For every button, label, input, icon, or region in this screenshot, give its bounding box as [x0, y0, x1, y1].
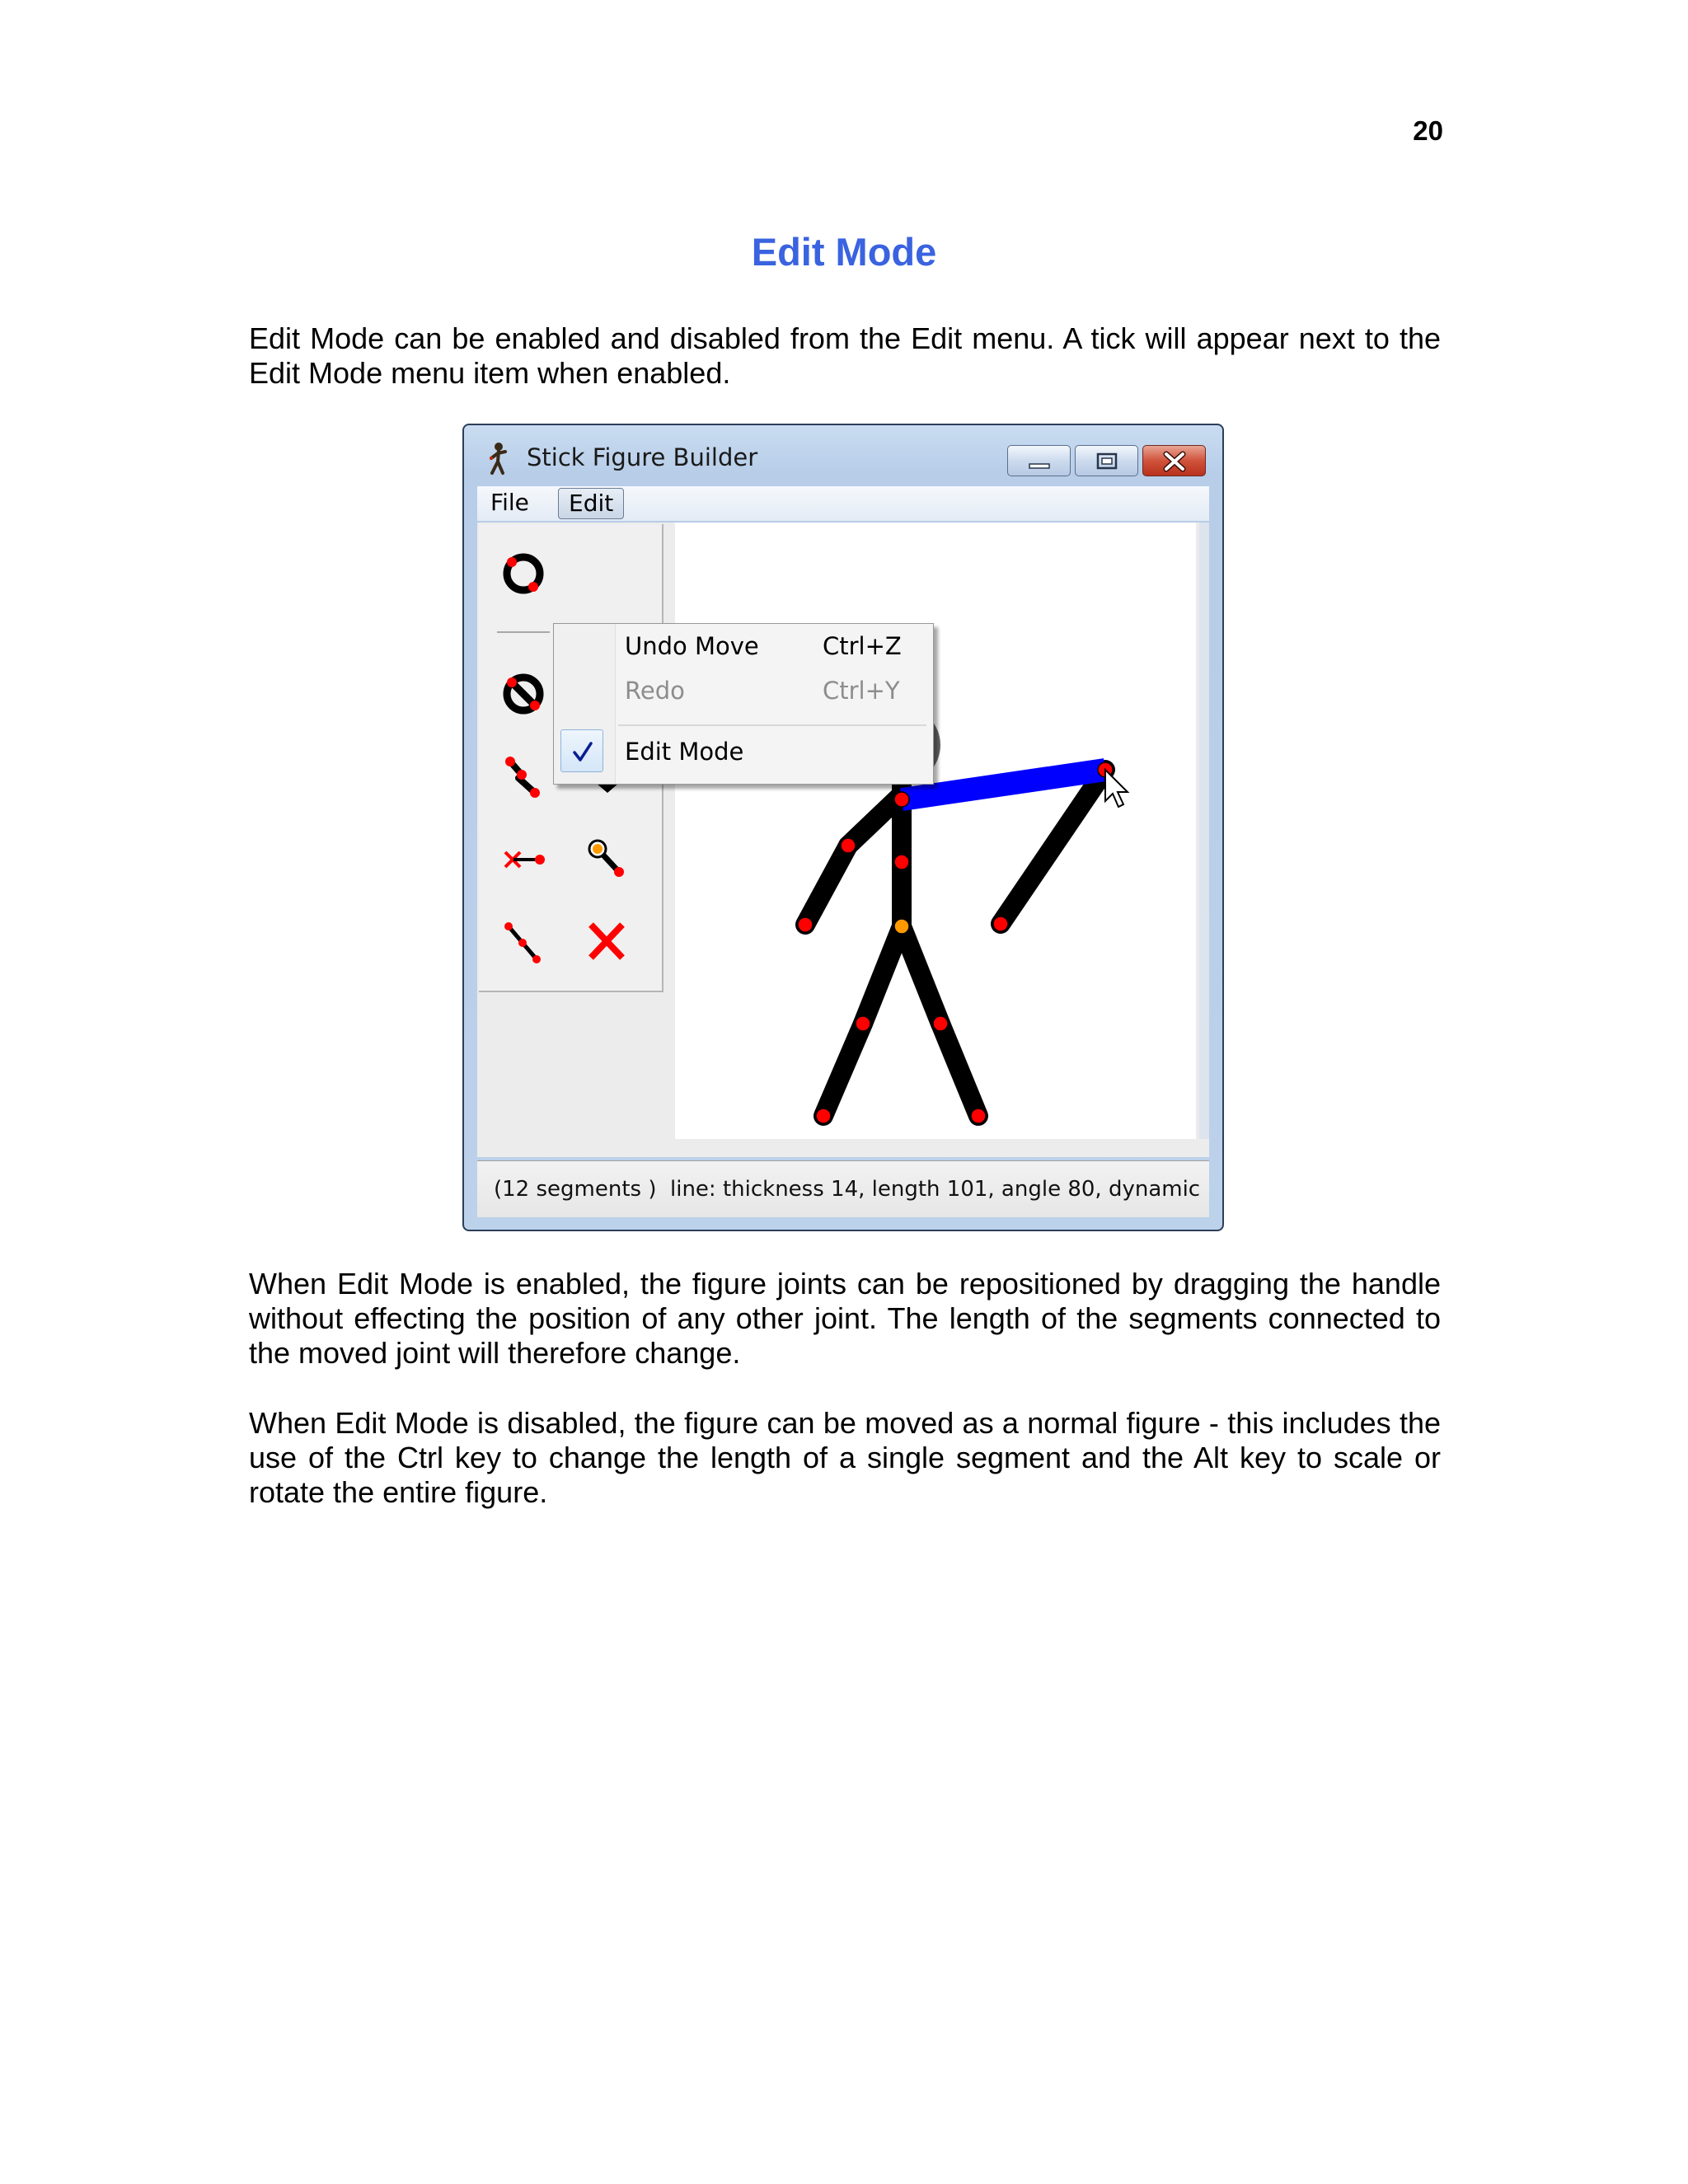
window-title: Stick Figure Builder: [527, 443, 758, 471]
right-shin[interactable]: [940, 1024, 978, 1116]
menu-item-undo-move[interactable]: Undo Move: [625, 632, 759, 660]
edit-mode-check-box: [560, 729, 603, 772]
menu-item-redo[interactable]: Redo: [625, 677, 685, 705]
right-thigh[interactable]: [902, 926, 940, 1024]
client-area: [477, 523, 1209, 1157]
status-line-info: line: thickness 14, length 101, angle 80, dynamic: [670, 1177, 1201, 1202]
edit-mode-enabled-paragraph: When Edit Mode is enabled, the figure joints can be repositioned by dragging the handle without effecting the position of any other joint. The length of the segments connected to the moved joint will therefore change.: [249, 1267, 1441, 1370]
joint[interactable]: [798, 917, 813, 932]
menu-item-edit-mode[interactable]: Edit Mode: [625, 738, 744, 766]
joint[interactable]: [841, 838, 856, 853]
mouse-cursor-icon: [1105, 770, 1128, 807]
delete-joint-icon[interactable]: [494, 831, 551, 888]
page-number: 20: [1413, 115, 1443, 146]
undo-shortcut: Ctrl+Z: [823, 632, 902, 660]
status-bar: [477, 1160, 1209, 1217]
edit-menu-dropdown: [553, 623, 934, 785]
menu-separator: [618, 724, 926, 726]
joint[interactable]: [933, 1016, 948, 1031]
checkmark-icon: [561, 730, 604, 773]
scrollbar-edge[interactable]: [1199, 523, 1209, 1139]
status-segment-count: (12 segments ): [494, 1177, 657, 1202]
add-line-icon[interactable]: [494, 747, 551, 804]
delete-icon[interactable]: [578, 913, 635, 971]
joint[interactable]: [816, 1108, 831, 1123]
menu-bar: [477, 486, 1209, 521]
maximize-button[interactable]: [1075, 445, 1138, 476]
set-origin-icon[interactable]: [578, 831, 635, 888]
joint[interactable]: [894, 855, 909, 869]
stick-figure-icon: [487, 442, 509, 475]
left-shin[interactable]: [823, 1024, 863, 1116]
split-line-icon[interactable]: [494, 913, 551, 971]
menu-edit[interactable]: Edit: [558, 488, 624, 519]
app-window: [462, 424, 1224, 1231]
left-thigh[interactable]: [863, 926, 902, 1024]
close-button[interactable]: [1142, 445, 1206, 476]
add-filled-circle-icon[interactable]: [494, 664, 551, 722]
drawing-canvas[interactable]: [675, 523, 1196, 1139]
joint[interactable]: [971, 1108, 986, 1123]
restore-icon: [1076, 446, 1139, 477]
title-bar[interactable]: [464, 425, 1222, 485]
minimize-icon: [1008, 446, 1071, 477]
toolbar-separator: [497, 631, 550, 633]
joint[interactable]: [856, 1016, 870, 1031]
edit-mode-disabled-paragraph: When Edit Mode is disabled, the figure can be moved as a normal figure - this includes the use of the Ctrl key to change the length of a single segment and the Alt key to scale or rotate the entire figure.: [249, 1406, 1441, 1509]
left-forearm[interactable]: [805, 846, 848, 925]
intro-paragraph: Edit Mode can be enabled and disabled from the Edit menu. A tick will appear next to the Edit Mode menu item when enabled.: [249, 321, 1441, 390]
redo-shortcut: Ctrl+Y: [823, 677, 900, 705]
add-circle-icon[interactable]: [494, 542, 551, 600]
origin-joint[interactable]: [894, 919, 909, 934]
joint[interactable]: [993, 916, 1008, 931]
close-icon: [1143, 446, 1207, 477]
menu-file[interactable]: File: [490, 489, 529, 516]
minimize-button[interactable]: [1007, 445, 1071, 476]
page-title: Edit Mode: [751, 230, 937, 274]
stick-figure[interactable]: [675, 523, 1196, 1139]
joint[interactable]: [894, 792, 909, 807]
